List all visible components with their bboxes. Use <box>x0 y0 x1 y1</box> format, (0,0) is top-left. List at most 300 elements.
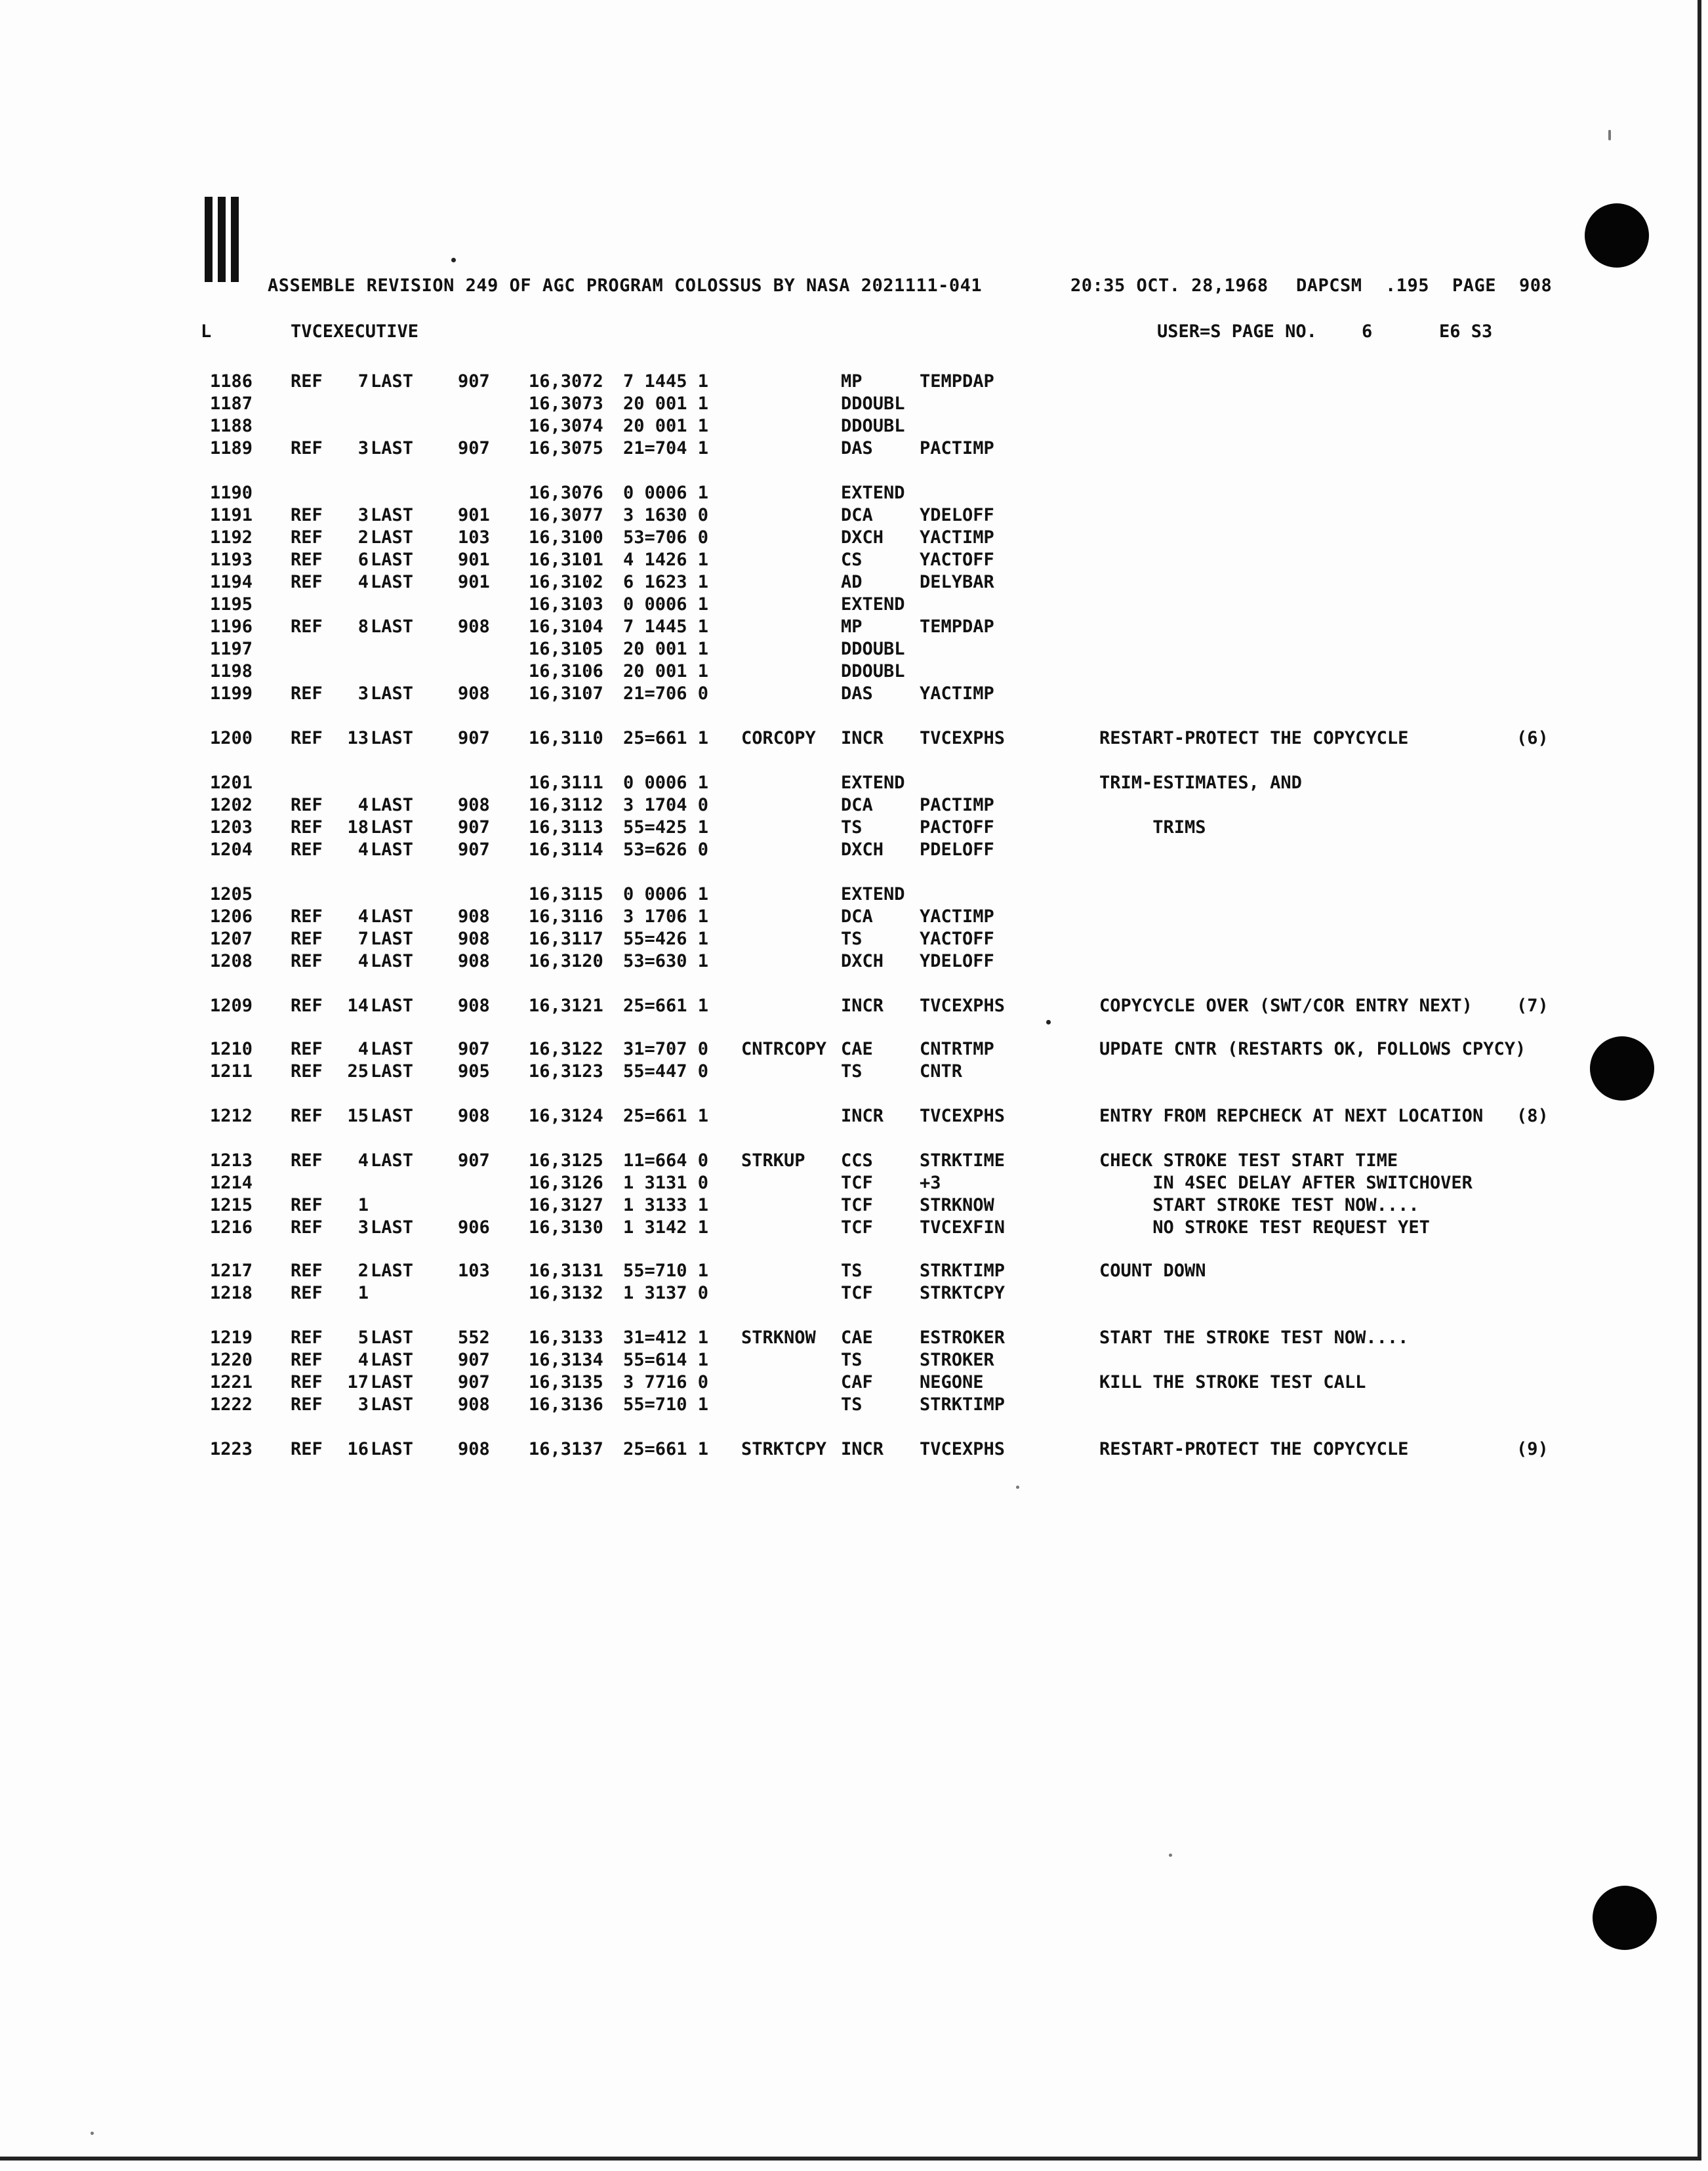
machine-code: 55=426 1 <box>623 929 709 949</box>
last-page: 907 <box>458 817 490 838</box>
line-number: 1207 <box>210 929 253 949</box>
listing-row <box>0 1261 1708 1283</box>
address: 16,3137 <box>529 1439 603 1459</box>
last-flag: LAST <box>371 929 414 949</box>
listing-row <box>0 505 1708 527</box>
line-number: 1191 <box>210 505 253 525</box>
last-page: 908 <box>458 929 490 949</box>
opcode: DAS <box>841 683 873 704</box>
operand: YACTIMP <box>920 527 994 548</box>
listing-row <box>0 371 1708 394</box>
ref-count: 4 <box>357 840 369 860</box>
line-number: 1202 <box>210 795 253 815</box>
address: 16,3074 <box>529 416 603 436</box>
comment: UPDATE CNTR (RESTARTS OK, FOLLOWS CPYCY) <box>1099 1039 1526 1059</box>
operand: NEGONE <box>920 1372 984 1392</box>
ref-count: 6 <box>357 550 369 570</box>
machine-code: 53=626 0 <box>623 840 709 860</box>
line-number: 1190 <box>210 483 253 503</box>
machine-code: 0 0006 1 <box>623 594 709 615</box>
opcode: CS <box>841 550 863 570</box>
ref-count: 14 <box>347 996 369 1016</box>
listing-row <box>0 527 1708 550</box>
last-flag: LAST <box>371 527 414 548</box>
machine-code: 3 7716 0 <box>623 1372 709 1392</box>
line-number: 1217 <box>210 1261 253 1281</box>
listing-row <box>0 438 1708 460</box>
opcode: TCF <box>841 1217 873 1238</box>
last-flag: LAST <box>371 1217 414 1238</box>
address: 16,3115 <box>529 884 603 904</box>
machine-code: 3 1706 1 <box>623 906 709 927</box>
header-timestamp: 20:35 OCT. 28,1968 <box>1070 275 1269 296</box>
ref-count: 4 <box>357 951 369 971</box>
address: 16,3123 <box>529 1061 603 1082</box>
last-page: 908 <box>458 1106 490 1126</box>
opcode: TS <box>841 1261 863 1281</box>
rep-flag: REF <box>291 572 323 592</box>
line-number: 1204 <box>210 840 253 860</box>
operand: PACTIMP <box>920 438 994 458</box>
operand: PDELOFF <box>920 840 994 860</box>
ref-count: 15 <box>347 1106 369 1126</box>
rep-flag: REF <box>291 505 323 525</box>
machine-code: 20 001 1 <box>623 639 709 659</box>
operand: PACTOFF <box>920 817 994 838</box>
line-number: 1201 <box>210 773 253 793</box>
rep-flag: REF <box>291 1372 323 1392</box>
subheader-user-page-number: 6 <box>1362 321 1373 342</box>
comment: COPYCYCLE OVER (SWT/COR ENTRY NEXT) <box>1099 996 1473 1016</box>
machine-code: 20 001 1 <box>623 416 709 436</box>
line-number: 1209 <box>210 996 253 1016</box>
address: 16,3130 <box>529 1217 603 1238</box>
line-number: 1194 <box>210 572 253 592</box>
line-number: 1208 <box>210 951 253 971</box>
line-number: 1213 <box>210 1150 253 1171</box>
machine-code: 1 3142 1 <box>623 1217 709 1238</box>
opcode: TCF <box>841 1173 873 1193</box>
listing-row <box>0 1195 1708 1217</box>
address: 16,3117 <box>529 929 603 949</box>
opcode: TS <box>841 1061 863 1082</box>
rep-flag: REF <box>291 817 323 838</box>
ref-count: 4 <box>357 1039 369 1059</box>
restart-ref: (8) <box>1516 1106 1549 1126</box>
comment: TRIM-ESTIMATES, AND <box>1099 773 1302 793</box>
machine-code: 55=614 1 <box>623 1350 709 1370</box>
machine-code: 11=664 0 <box>623 1150 709 1171</box>
listing-row <box>0 773 1708 795</box>
last-page: 907 <box>458 1150 490 1171</box>
line-number: 1214 <box>210 1173 253 1193</box>
last-page: 907 <box>458 371 490 392</box>
ref-count: 2 <box>357 527 369 548</box>
opcode: DCA <box>841 505 873 525</box>
address: 16,3103 <box>529 594 603 615</box>
operand: +3 <box>920 1173 941 1193</box>
rep-flag: REF <box>291 1195 323 1215</box>
rep-flag: REF <box>291 1150 323 1171</box>
comment: NO STROKE TEST REQUEST YET <box>1099 1217 1430 1238</box>
rep-flag: REF <box>291 617 323 637</box>
machine-code: 21=706 0 <box>623 683 709 704</box>
last-flag: LAST <box>371 550 414 570</box>
last-page: 907 <box>458 1350 490 1370</box>
address: 16,3105 <box>529 639 603 659</box>
last-page: 908 <box>458 951 490 971</box>
listing-row <box>0 639 1708 661</box>
ref-count: 8 <box>357 617 369 637</box>
last-flag: LAST <box>371 817 414 838</box>
operand: TVCEXPHS <box>920 996 1006 1016</box>
comment: START STROKE TEST NOW.... <box>1099 1195 1419 1215</box>
line-number: 1198 <box>210 661 253 681</box>
line-number: 1203 <box>210 817 253 838</box>
opcode: INCR <box>841 1439 884 1459</box>
operand: CNTR <box>920 1061 963 1082</box>
rep-flag: REF <box>291 929 323 949</box>
opcode: TS <box>841 1394 863 1415</box>
listing-row <box>0 951 1708 973</box>
line-number: 1205 <box>210 884 253 904</box>
opcode: DDOUBL <box>841 639 905 659</box>
address: 16,3110 <box>529 728 603 748</box>
listing-row <box>0 394 1708 416</box>
machine-code: 4 1426 1 <box>623 550 709 570</box>
last-page: 103 <box>458 527 490 548</box>
machine-code: 7 1445 1 <box>623 371 709 392</box>
line-number: 1195 <box>210 594 253 615</box>
listing-row <box>0 1439 1708 1461</box>
subheader-suffix: E6 S3 <box>1439 321 1493 342</box>
listing-row <box>0 550 1708 572</box>
opcode: EXTEND <box>841 773 905 793</box>
subheader-user-page-label: USER=S PAGE NO. <box>1157 321 1317 342</box>
operand: YACTIMP <box>920 683 994 704</box>
last-page: 901 <box>458 505 490 525</box>
address: 16,3075 <box>529 438 603 458</box>
line-number: 1218 <box>210 1283 253 1303</box>
ref-count: 4 <box>357 795 369 815</box>
last-page: 908 <box>458 906 490 927</box>
last-page: 908 <box>458 795 490 815</box>
last-flag: LAST <box>371 728 414 748</box>
listing-row <box>0 1328 1708 1350</box>
comment: CHECK STROKE TEST START TIME <box>1099 1150 1398 1171</box>
ref-count: 4 <box>357 906 369 927</box>
address: 16,3132 <box>529 1283 603 1303</box>
listing-row <box>0 1350 1708 1372</box>
operand: PACTIMP <box>920 795 994 815</box>
last-page: 907 <box>458 840 490 860</box>
opcode: TCF <box>841 1195 873 1215</box>
line-number: 1222 <box>210 1394 253 1415</box>
address: 16,3107 <box>529 683 603 704</box>
ref-count: 18 <box>347 817 369 838</box>
symbol-label: CNTRCOPY <box>741 1039 827 1059</box>
last-page: 906 <box>458 1217 490 1238</box>
header-page-number: 908 <box>1519 275 1553 296</box>
opcode: DCA <box>841 906 873 927</box>
ref-count: 3 <box>357 438 369 458</box>
opcode: TS <box>841 1350 863 1370</box>
last-flag: LAST <box>371 617 414 637</box>
address: 16,3114 <box>529 840 603 860</box>
machine-code: 55=447 0 <box>623 1061 709 1082</box>
comment: RESTART-PROTECT THE COPYCYCLE <box>1099 1439 1409 1459</box>
opcode: DAS <box>841 438 873 458</box>
address: 16,3113 <box>529 817 603 838</box>
address: 16,3121 <box>529 996 603 1016</box>
line-number: 1219 <box>210 1328 253 1348</box>
rep-flag: REF <box>291 1439 323 1459</box>
address: 16,3125 <box>529 1150 603 1171</box>
line-number: 1206 <box>210 906 253 927</box>
listing-row <box>0 884 1708 906</box>
line-number: 1212 <box>210 1106 253 1126</box>
comment: ENTRY FROM REPCHECK AT NEXT LOCATION <box>1099 1106 1484 1126</box>
restart-ref: (7) <box>1516 996 1549 1016</box>
listing-row <box>0 661 1708 683</box>
address: 16,3072 <box>529 371 603 392</box>
opcode: INCR <box>841 1106 884 1126</box>
opcode: CAE <box>841 1039 873 1059</box>
operand: YDELOFF <box>920 505 994 525</box>
machine-code: 20 001 1 <box>623 661 709 681</box>
opcode: INCR <box>841 996 884 1016</box>
machine-code: 53=706 0 <box>623 527 709 548</box>
address: 16,3101 <box>529 550 603 570</box>
address: 16,3100 <box>529 527 603 548</box>
scan-speck <box>1608 130 1611 140</box>
listing-row <box>0 996 1708 1018</box>
last-page: 907 <box>458 1039 490 1059</box>
line-number: 1186 <box>210 371 253 392</box>
address: 16,3120 <box>529 951 603 971</box>
operand: TVCEXPHS <box>920 1439 1006 1459</box>
address: 16,3116 <box>529 906 603 927</box>
operand: YACTOFF <box>920 550 994 570</box>
ref-count: 7 <box>357 371 369 392</box>
ref-count: 3 <box>357 1217 369 1238</box>
ref-count: 1 <box>357 1195 369 1215</box>
rep-flag: REF <box>291 906 323 927</box>
listing-row <box>0 1394 1708 1417</box>
operand: YDELOFF <box>920 951 994 971</box>
last-flag: LAST <box>371 996 414 1016</box>
listing-row <box>0 1106 1708 1128</box>
rep-flag: REF <box>291 1350 323 1370</box>
operand: TEMPDAP <box>920 617 994 637</box>
subheader-section: TVCEXECUTIVE <box>291 321 419 342</box>
rep-flag: REF <box>291 840 323 860</box>
last-flag: LAST <box>371 1039 414 1059</box>
address: 16,3122 <box>529 1039 603 1059</box>
last-page: 908 <box>458 1439 490 1459</box>
machine-code: 1 3131 0 <box>623 1173 709 1193</box>
listing-row <box>0 817 1708 840</box>
operand: STRKTIMP <box>920 1394 1006 1415</box>
machine-code: 25=661 1 <box>623 1439 709 1459</box>
operand: STRKTIMP <box>920 1261 1006 1281</box>
line-number: 1189 <box>210 438 253 458</box>
punch-hole-bottom <box>1593 1886 1657 1950</box>
ref-count: 4 <box>357 1350 369 1370</box>
machine-code: 25=661 1 <box>623 1106 709 1126</box>
header-page-label: PAGE <box>1452 275 1497 296</box>
ref-count: 1 <box>357 1283 369 1303</box>
operand: STRKTCPY <box>920 1283 1006 1303</box>
ref-count: 2 <box>357 1261 369 1281</box>
header-log-section: DAPCSM <box>1296 275 1362 296</box>
rep-flag: REF <box>291 683 323 704</box>
address: 16,3126 <box>529 1173 603 1193</box>
comment: RESTART-PROTECT THE COPYCYCLE <box>1099 728 1409 748</box>
last-flag: LAST <box>371 1394 414 1415</box>
opcode: MP <box>841 617 863 637</box>
line-number: 1216 <box>210 1217 253 1238</box>
machine-code: 55=710 1 <box>623 1261 709 1281</box>
address: 16,3112 <box>529 795 603 815</box>
machine-code: 0 0006 1 <box>623 773 709 793</box>
rep-flag: REF <box>291 1039 323 1059</box>
symbol-label: STRKTCPY <box>741 1439 827 1459</box>
operand: STROKER <box>920 1350 994 1370</box>
listing-row <box>0 728 1708 750</box>
operand: TVCEXFIN <box>920 1217 1006 1238</box>
opcode: MP <box>841 371 863 392</box>
line-number: 1197 <box>210 639 253 659</box>
last-page: 907 <box>458 1372 490 1392</box>
rep-flag: REF <box>291 371 323 392</box>
rep-flag: REF <box>291 795 323 815</box>
last-page: 907 <box>458 438 490 458</box>
address: 16,3077 <box>529 505 603 525</box>
last-flag: LAST <box>371 438 414 458</box>
last-page: 907 <box>458 728 490 748</box>
operand: YACTIMP <box>920 906 994 927</box>
last-flag: LAST <box>371 795 414 815</box>
listing-row <box>0 1372 1708 1394</box>
address: 16,3076 <box>529 483 603 503</box>
operand: ESTROKER <box>920 1328 1006 1348</box>
opcode: DDOUBL <box>841 661 905 681</box>
operand: TEMPDAP <box>920 371 994 392</box>
rep-flag: REF <box>291 527 323 548</box>
restart-ref: (6) <box>1516 728 1549 748</box>
address: 16,3136 <box>529 1394 603 1415</box>
last-flag: LAST <box>371 572 414 592</box>
comment: COUNT DOWN <box>1099 1261 1206 1281</box>
address: 16,3135 <box>529 1372 603 1392</box>
rep-flag: REF <box>291 1394 323 1415</box>
opcode: DCA <box>841 795 873 815</box>
scan-speck <box>1169 1854 1172 1857</box>
last-flag: LAST <box>371 1150 414 1171</box>
opcode: INCR <box>841 728 884 748</box>
listing-row <box>0 683 1708 706</box>
opcode: CCS <box>841 1150 873 1171</box>
machine-code: 1 3137 0 <box>623 1283 709 1303</box>
machine-code: 6 1623 1 <box>623 572 709 592</box>
last-flag: LAST <box>371 1350 414 1370</box>
last-page: 908 <box>458 683 490 704</box>
scan-speck <box>1016 1486 1019 1489</box>
ref-count: 16 <box>347 1439 369 1459</box>
machine-code: 31=412 1 <box>623 1328 709 1348</box>
header-title: ASSEMBLE REVISION 249 OF AGC PROGRAM COLOSSUS BY NASA 2021111-041 <box>268 275 983 296</box>
line-number: 1188 <box>210 416 253 436</box>
line-number: 1210 <box>210 1039 253 1059</box>
last-page: 901 <box>458 572 490 592</box>
opcode: AD <box>841 572 863 592</box>
machine-code: 31=707 0 <box>623 1039 709 1059</box>
address: 16,3106 <box>529 661 603 681</box>
last-flag: LAST <box>371 683 414 704</box>
last-flag: LAST <box>371 1439 414 1459</box>
header-log-page: .195 <box>1385 275 1430 296</box>
last-page: 901 <box>458 550 490 570</box>
rep-flag: REF <box>291 951 323 971</box>
rep-flag: REF <box>291 1328 323 1348</box>
address: 16,3104 <box>529 617 603 637</box>
operand: TVCEXPHS <box>920 728 1006 748</box>
machine-code: 7 1445 1 <box>623 617 709 637</box>
ref-count: 4 <box>357 1150 369 1171</box>
machine-code: 3 1630 0 <box>623 505 709 525</box>
machine-code: 21=704 1 <box>623 438 709 458</box>
punch-hole-top <box>1585 203 1649 268</box>
operand: DELYBAR <box>920 572 994 592</box>
rep-flag: REF <box>291 1283 323 1303</box>
listing-row <box>0 1061 1708 1084</box>
symbol-label: STRKUP <box>741 1150 805 1171</box>
operand: CNTRTMP <box>920 1039 994 1059</box>
last-flag: LAST <box>371 371 414 392</box>
machine-code: 25=661 1 <box>623 996 709 1016</box>
address: 16,3073 <box>529 394 603 414</box>
scan-speck <box>91 2132 94 2135</box>
listing-row <box>0 929 1708 951</box>
rep-flag: REF <box>291 1217 323 1238</box>
restart-ref: (9) <box>1516 1439 1549 1459</box>
listing-row <box>0 1150 1708 1173</box>
ref-count: 5 <box>357 1328 369 1348</box>
ref-count: 17 <box>347 1372 369 1392</box>
ref-count: 3 <box>357 1394 369 1415</box>
opcode: EXTEND <box>841 483 905 503</box>
scan-speck <box>1046 1020 1051 1025</box>
line-number: 1223 <box>210 1439 253 1459</box>
comment: KILL THE STROKE TEST CALL <box>1099 1372 1366 1392</box>
ref-count: 4 <box>357 572 369 592</box>
tab-marker <box>205 197 245 282</box>
opcode: DDOUBL <box>841 416 905 436</box>
rep-flag: REF <box>291 728 323 748</box>
subheader-marker: L <box>201 321 212 342</box>
ref-count: 13 <box>347 728 369 748</box>
rep-flag: REF <box>291 550 323 570</box>
listing-row <box>0 840 1708 862</box>
opcode: DXCH <box>841 951 884 971</box>
last-page: 905 <box>458 1061 490 1082</box>
line-number: 1221 <box>210 1372 253 1392</box>
last-page: 908 <box>458 617 490 637</box>
last-flag: LAST <box>371 1328 414 1348</box>
last-page: 908 <box>458 996 490 1016</box>
address: 16,3131 <box>529 1261 603 1281</box>
